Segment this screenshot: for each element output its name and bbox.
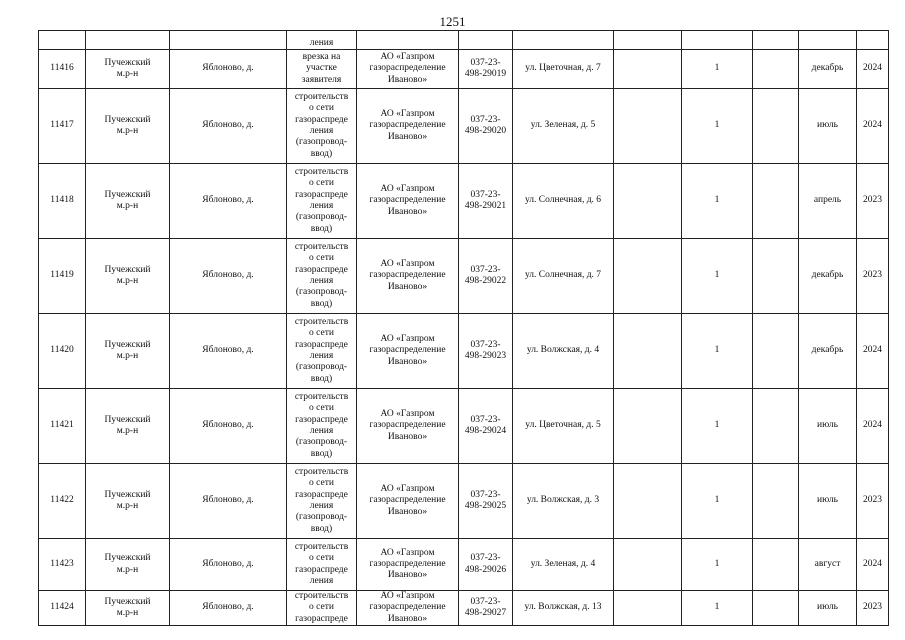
- organization-cell: АО «Газпром газораспределение Иваново»: [357, 539, 459, 591]
- organization-cell: АО «Газпром газораспределение Иваново»: [357, 239, 459, 314]
- table-row: [39, 539, 889, 591]
- work-type-cell: строительств о сети газораспреде ления (газопровод- ввод): [287, 89, 357, 164]
- registry-code-cell: 037-23- 498-29027: [459, 591, 513, 626]
- organization-cell: АО «Газпром газораспределение Иваново»: [357, 164, 459, 239]
- empty-cell: [614, 591, 682, 626]
- month-cell: апрель: [799, 164, 857, 239]
- record-number: 11420: [39, 314, 86, 389]
- district-cell: Пучежский м.р-н: [86, 314, 170, 389]
- empty-cell: [614, 239, 682, 314]
- empty-cell: [753, 591, 799, 626]
- month-cell: июль: [799, 464, 857, 539]
- year-cell: 2023: [857, 464, 889, 539]
- empty-cell: [753, 464, 799, 539]
- locality-cell: Яблоново, д.: [170, 389, 287, 464]
- year-cell: 2023: [857, 164, 889, 239]
- record-number: 11417: [39, 89, 86, 164]
- empty-cell: [614, 314, 682, 389]
- locality-cell: Яблоново, д.: [170, 539, 287, 591]
- organization-cell: АО «Газпром газораспределение Иваново»: [357, 314, 459, 389]
- work-type-cell: строительств о сети газораспреде ления (газопровод- ввод): [287, 164, 357, 239]
- locality-cell: Яблоново, д.: [170, 89, 287, 164]
- registry-code-cell: 037-23- 498-29025: [459, 464, 513, 539]
- month-cell: июль: [799, 389, 857, 464]
- locality-cell: Яблоново, д.: [170, 164, 287, 239]
- empty-cell: [753, 239, 799, 314]
- month-cell: август: [799, 539, 857, 591]
- quantity-cell: 1: [682, 50, 753, 89]
- work-type-cell: строительств о сети газораспреде: [287, 591, 357, 626]
- organization-cell: АО «Газпром газораспределение Иваново»: [357, 591, 459, 626]
- registry-code-cell: 037-23- 498-29024: [459, 389, 513, 464]
- address-cell: ул. Волжская, д. 3: [513, 464, 614, 539]
- district-cell: Пучежский м.р-н: [86, 89, 170, 164]
- district-cell: Пучежский м.р-н: [86, 164, 170, 239]
- registry-code-cell: 037-23- 498-29026: [459, 539, 513, 591]
- locality-cell: Яблоново, д.: [170, 239, 287, 314]
- work-type-cell: строительств о сети газораспреде ления (газопровод- ввод): [287, 464, 357, 539]
- address-cell: ул. Солнечная, д. 6: [513, 164, 614, 239]
- continuation-row: [39, 31, 889, 50]
- month-cell: июль: [799, 591, 857, 626]
- locality-cell: Яблоново, д.: [170, 50, 287, 89]
- table-row: [39, 591, 889, 626]
- work-type-cell: строительств о сети газораспреде ления (газопровод- ввод): [287, 389, 357, 464]
- district-cell: Пучежский м.р-н: [86, 539, 170, 591]
- organization-cell: АО «Газпром газораспределение Иваново»: [357, 464, 459, 539]
- locality-cell: Яблоново, д.: [170, 314, 287, 389]
- quantity-cell: 1: [682, 89, 753, 164]
- year-cell: 2024: [857, 539, 889, 591]
- locality-cell: Яблоново, д.: [170, 591, 287, 626]
- empty-cell: [753, 314, 799, 389]
- record-number: 11421: [39, 389, 86, 464]
- quantity-cell: 1: [682, 539, 753, 591]
- table-row: [39, 314, 889, 389]
- empty-cell: [753, 50, 799, 89]
- year-cell: 2024: [857, 314, 889, 389]
- record-number: 11423: [39, 539, 86, 591]
- registry-table: [38, 30, 889, 626]
- quantity-cell: 1: [682, 464, 753, 539]
- month-cell: июль: [799, 89, 857, 164]
- year-cell: 2024: [857, 389, 889, 464]
- empty-cell: [614, 539, 682, 591]
- address-cell: ул. Волжская, д. 4: [513, 314, 614, 389]
- empty-cell: [614, 89, 682, 164]
- year-cell: 2024: [857, 50, 889, 89]
- registry-code-cell: 037-23- 498-29021: [459, 164, 513, 239]
- year-cell: 2023: [857, 591, 889, 626]
- year-cell: 2024: [857, 89, 889, 164]
- page-bottom-edge: [0, 628, 905, 640]
- empty-cell: [614, 50, 682, 89]
- empty-cell: [614, 389, 682, 464]
- empty-cell: [753, 89, 799, 164]
- registry-code-cell: 037-23- 498-29020: [459, 89, 513, 164]
- address-cell: ул. Солнечная, д. 7: [513, 239, 614, 314]
- registry-body: [39, 31, 889, 626]
- address-cell: ул. Зеленая, д. 5: [513, 89, 614, 164]
- table-row: [39, 89, 889, 164]
- organization-cell: АО «Газпром газораспределение Иваново»: [357, 389, 459, 464]
- record-number: 11424: [39, 591, 86, 626]
- table-row: [39, 389, 889, 464]
- empty-cell: [614, 464, 682, 539]
- page-number: 1251: [439, 14, 466, 29]
- address-cell: ул. Волжская, д. 13: [513, 591, 614, 626]
- organization-cell: АО «Газпром газораспределение Иваново»: [357, 89, 459, 164]
- registry-code-cell: 037-23- 498-29023: [459, 314, 513, 389]
- address-cell: ул. Зеленая, д. 4: [513, 539, 614, 591]
- registry-code-cell: 037-23- 498-29019: [459, 50, 513, 89]
- record-number: 11416: [39, 50, 86, 89]
- district-cell: Пучежский м.р-н: [86, 464, 170, 539]
- registry-code-cell: 037-23- 498-29022: [459, 239, 513, 314]
- empty-cell: [753, 164, 799, 239]
- continued-work-fragment: ления: [287, 31, 357, 50]
- work-type-cell: врезка на участке заявителя: [287, 50, 357, 89]
- district-cell: Пучежский м.р-н: [86, 239, 170, 314]
- table-row: [39, 164, 889, 239]
- record-number: 11422: [39, 464, 86, 539]
- table-row: [39, 239, 889, 314]
- work-type-cell: строительств о сети газораспреде ления (газопровод- ввод): [287, 314, 357, 389]
- locality-cell: Яблоново, д.: [170, 464, 287, 539]
- quantity-cell: 1: [682, 239, 753, 314]
- empty-cell: [753, 539, 799, 591]
- quantity-cell: 1: [682, 591, 753, 626]
- work-type-cell: строительств о сети газораспреде ления: [287, 539, 357, 591]
- empty-cell: [614, 164, 682, 239]
- address-cell: ул. Цветочная, д. 7: [513, 50, 614, 89]
- district-cell: Пучежский м.р-н: [86, 591, 170, 626]
- organization-cell: АО «Газпром газораспределение Иваново»: [357, 50, 459, 89]
- work-type-cell: строительств о сети газораспреде ления (газопровод- ввод): [287, 239, 357, 314]
- district-cell: Пучежский м.р-н: [86, 50, 170, 89]
- year-cell: 2023: [857, 239, 889, 314]
- month-cell: декабрь: [799, 239, 857, 314]
- quantity-cell: 1: [682, 164, 753, 239]
- address-cell: ул. Цветочная, д. 5: [513, 389, 614, 464]
- table-row: [39, 50, 889, 89]
- record-number: 11418: [39, 164, 86, 239]
- table-row: [39, 464, 889, 539]
- quantity-cell: 1: [682, 314, 753, 389]
- record-number: 11419: [39, 239, 86, 314]
- empty-cell: [753, 389, 799, 464]
- district-cell: Пучежский м.р-н: [86, 389, 170, 464]
- month-cell: декабрь: [799, 50, 857, 89]
- quantity-cell: 1: [682, 389, 753, 464]
- month-cell: декабрь: [799, 314, 857, 389]
